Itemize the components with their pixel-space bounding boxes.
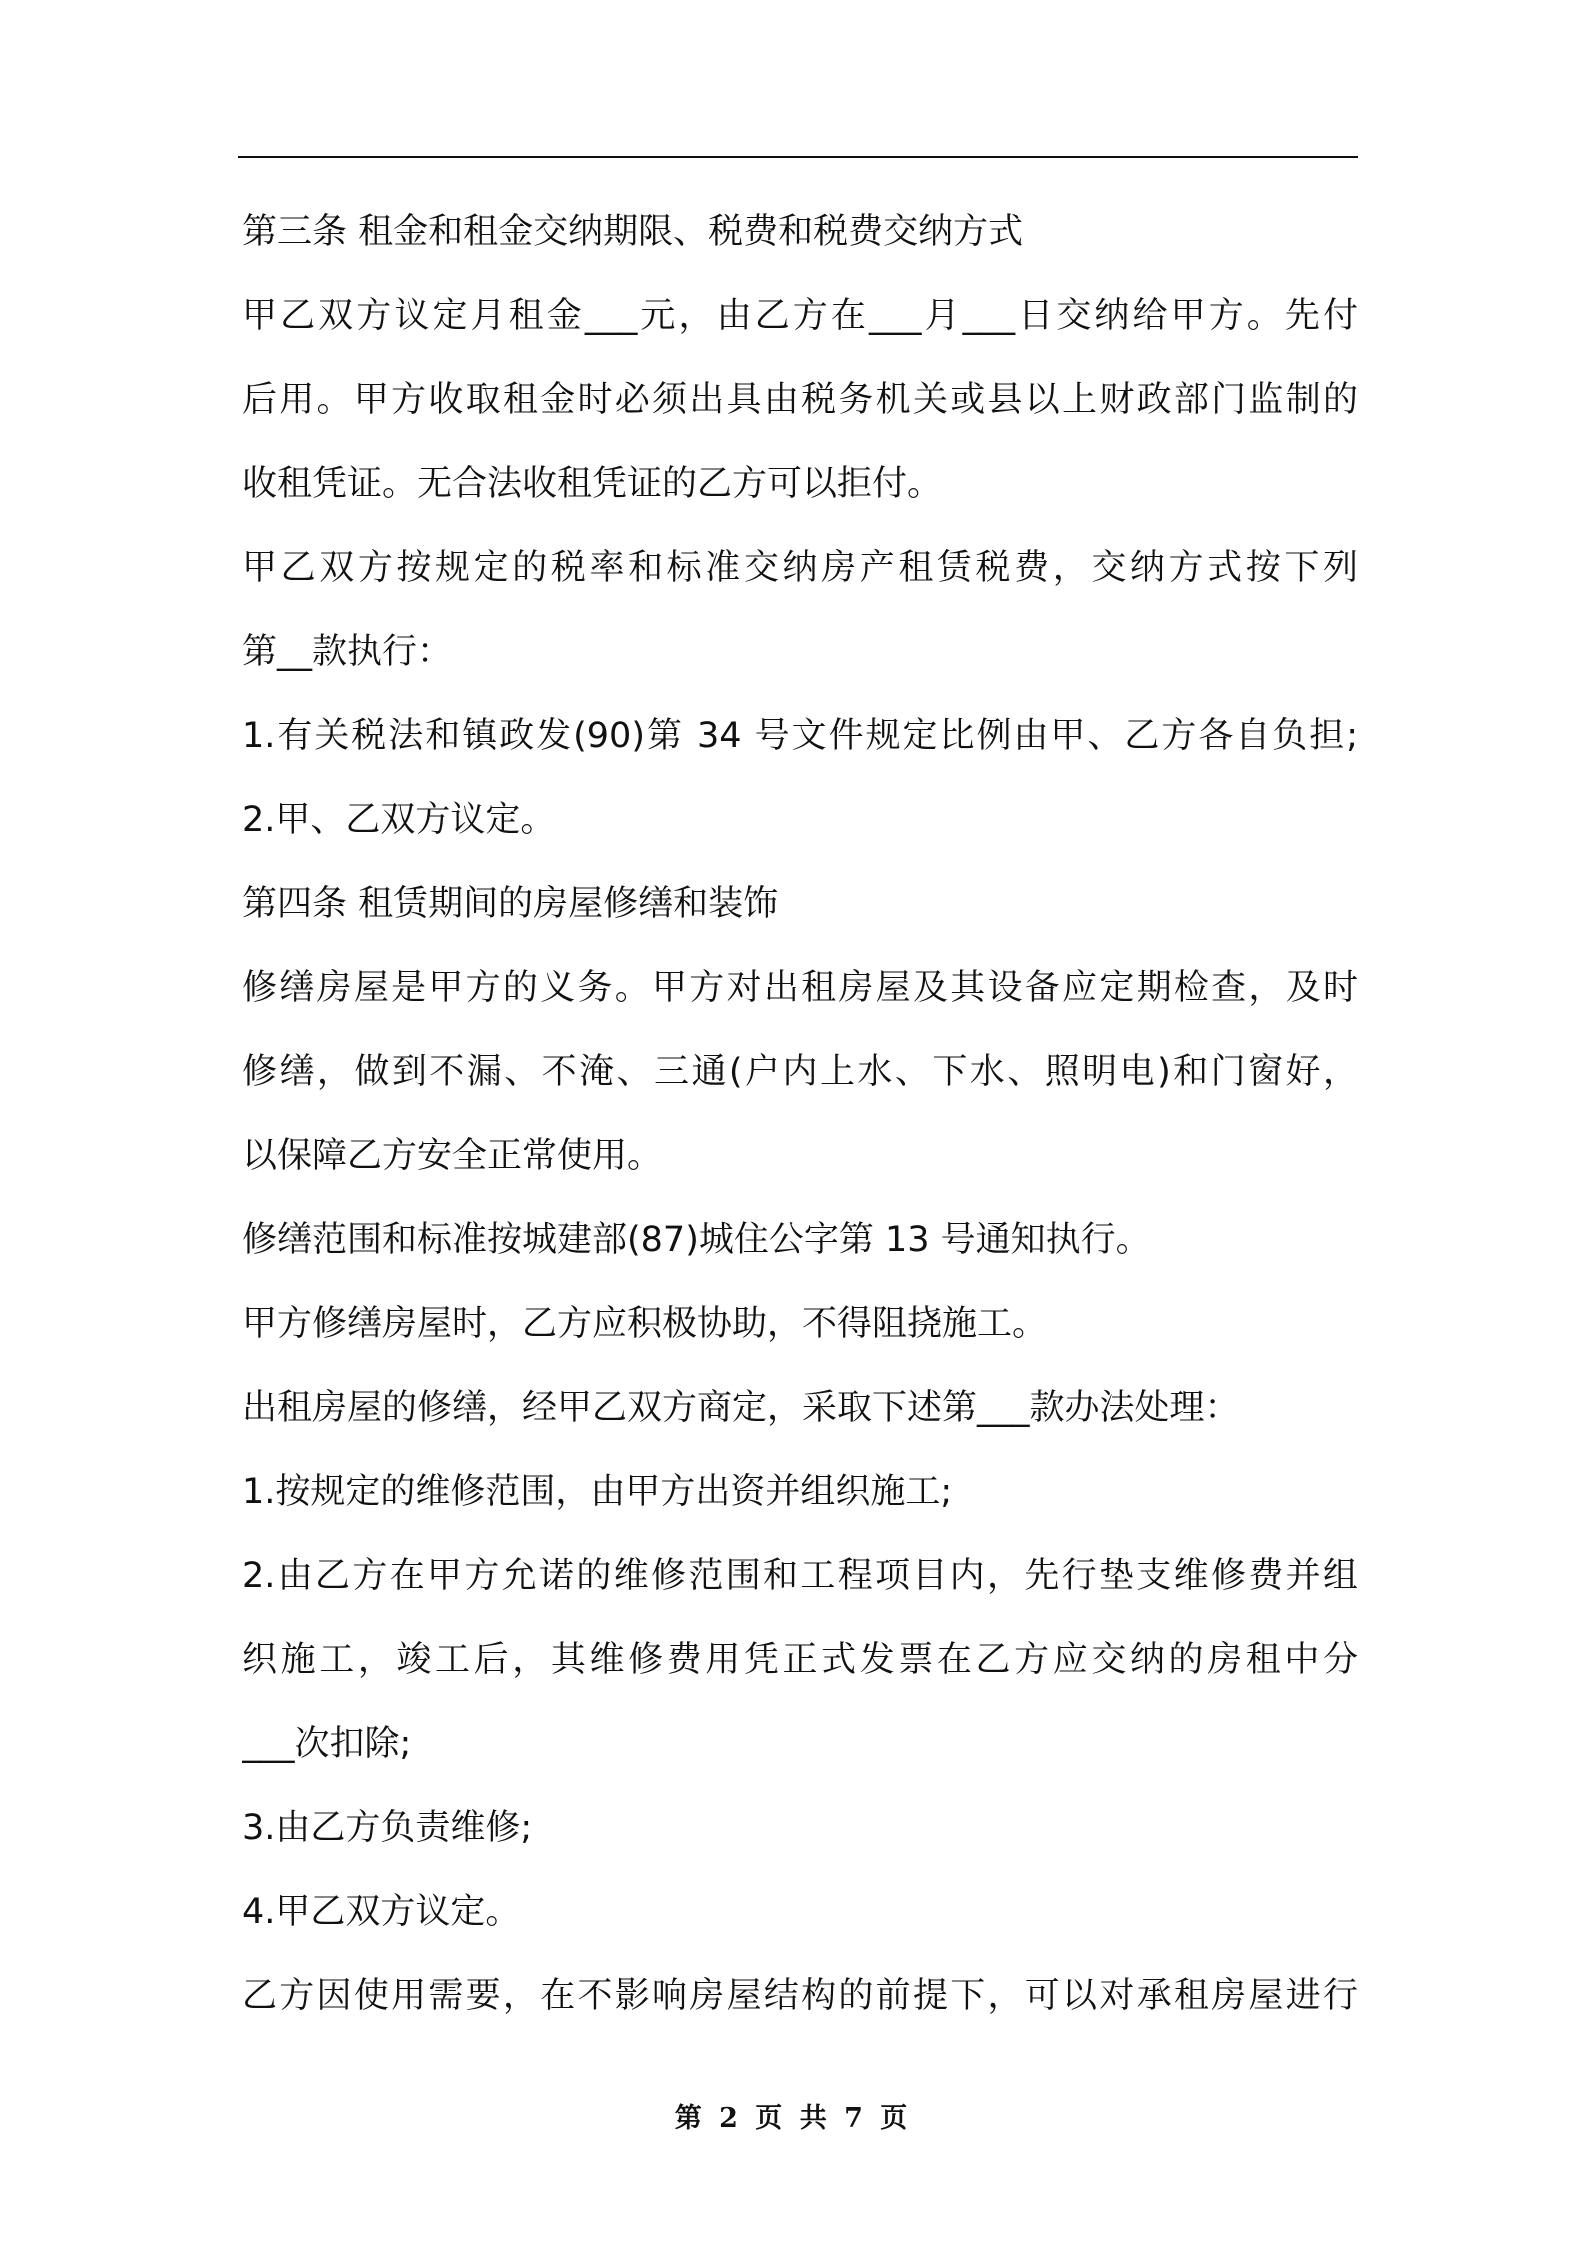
article-4-heading: 第四条 租赁期间的房屋修缮和装饰 [242, 884, 779, 924]
list-item: 2.甲、乙双方议定。 [242, 800, 556, 840]
list-item: 3.由乙方负责维修; [242, 1808, 533, 1848]
paragraph-line: 修缮房屋是甲方的义务。甲方对出租房屋及其设备应定期检查，及时 [242, 968, 1358, 1008]
paragraph-line: 甲乙双方按规定的税率和标准交纳房产租赁税费，交纳方式按下列 [242, 548, 1358, 588]
list-item: 1.有关税法和镇政发(90)第 34 号文件规定比例由甲、乙方各自负担; [242, 716, 1358, 756]
article-3-heading: 第三条 租金和租金交纳期限、税费和税费交纳方式 [242, 212, 1024, 252]
paragraph-line: 收租凭证。无合法收租凭证的乙方可以拒付。 [242, 464, 943, 504]
paragraph-line: 以保障乙方安全正常使用。 [242, 1136, 663, 1176]
paragraph-line: 出租房屋的修缮，经甲乙双方商定，采取下述第___款办法处理： [242, 1388, 1240, 1428]
document-body [242, 190, 1358, 2038]
paragraph-line: 织施工，竣工后，其维修费用凭正式发票在乙方应交纳的房租中分 [242, 1640, 1358, 1680]
list-item: 4.甲乙双方议定。 [242, 1892, 521, 1932]
list-item: 1.按规定的维修范围，由甲方出资并组织施工; [242, 1472, 953, 1512]
list-item: 2.由乙方在甲方允诺的维修范围和工程项目内，先行垫支维修费并组 [242, 1556, 1358, 1596]
paragraph-line: 乙方因使用需要，在不影响房屋结构的前提下，可以对承租房屋进行 [242, 1976, 1358, 2016]
paragraph-line: 第__款执行： [242, 632, 453, 672]
paragraph-line: 甲方修缮房屋时，乙方应积极协助，不得阻挠施工。 [242, 1304, 1048, 1344]
header-rule [238, 156, 1358, 158]
paragraph-line: ___次扣除; [242, 1724, 412, 1764]
paragraph-line: 修缮范围和标准按城建部(87)城住公字第 13 号通知执行。 [242, 1220, 1151, 1260]
page-number: 第 2 页 共 7 页 [674, 2103, 912, 2134]
paragraph-line: 修缮，做到不漏、不淹、三通(户内上水、下水、照明电)和门窗好， [242, 1052, 1358, 1092]
paragraph-line: 甲乙双方议定月租金___元，由乙方在___月___日交纳给甲方。先付 [242, 296, 1358, 336]
paragraph-line: 后用。甲方收取租金时必须出具由税务机关或县以上财政部门监制的 [242, 380, 1358, 420]
